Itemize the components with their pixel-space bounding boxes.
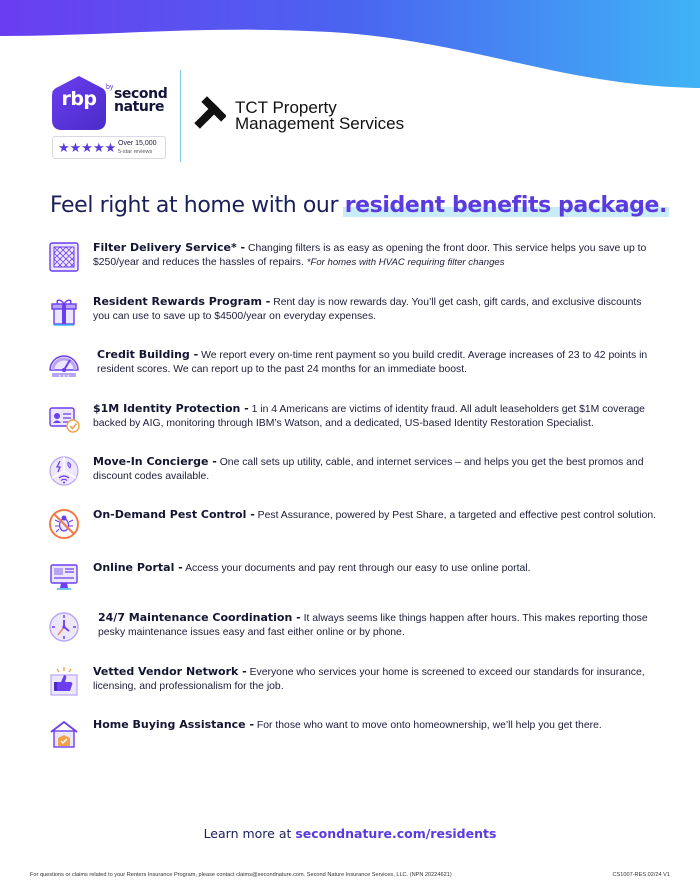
benefit-text bbox=[93, 455, 658, 484]
benefit-title: Home Buying Assistance - bbox=[93, 718, 255, 731]
no-pest-icon bbox=[48, 508, 80, 540]
company-name-line2: Management Services bbox=[235, 114, 405, 133]
benefit-text bbox=[98, 611, 658, 640]
benefit-note: *For homes with HVAC requiring filter changes bbox=[306, 257, 505, 268]
benefit-description: Changing filters is as easy as opening the front door. This service helps you save up to $250/year and reduces the hassles of repairs. bbox=[93, 243, 647, 268]
benefit-title: Move-In Concierge - bbox=[93, 455, 217, 468]
learn-more-prefix: Learn more at bbox=[203, 826, 296, 841]
benefit-title: Filter Delivery Service* - bbox=[93, 241, 246, 254]
house-icon bbox=[48, 718, 80, 750]
utilities-icon bbox=[48, 455, 80, 487]
benefit-title: Vetted Vendor Network - bbox=[93, 665, 247, 678]
page-headline bbox=[50, 193, 667, 218]
benefit-description: One call sets up utility, cable, and internet services – and helps you get the best promos and discount codes available. bbox=[93, 457, 644, 482]
logo-divider bbox=[180, 70, 181, 162]
benefit-text bbox=[93, 402, 658, 431]
tct-logo-icon bbox=[188, 96, 226, 136]
wordmark-line2: nature bbox=[114, 99, 165, 115]
svg-text:★ ★ ★: ★ ★ ★ bbox=[58, 374, 70, 378]
benefit-title: On-Demand Pest Control - bbox=[93, 508, 255, 521]
wordmark-line1: second bbox=[114, 86, 168, 102]
logo-row bbox=[50, 70, 650, 162]
benefit-title: Online Portal - bbox=[93, 561, 183, 574]
headline-highlight: resident benefits package. bbox=[344, 193, 667, 218]
benefit-text bbox=[93, 561, 658, 576]
benefit-description: We report every on-time rent payment so you build credit. Average increases of 23 to 42 points in resident scores. We can report up to the past 24 months for an immediate boost. bbox=[97, 350, 648, 375]
reviews-label: 5-star reviews bbox=[118, 149, 153, 155]
thumbs-up-icon bbox=[48, 665, 80, 697]
by-label: by bbox=[106, 84, 114, 91]
benefit-description: Everyone who services your home is screened to exceed our standards for insurance, licensing, and professionalism for the job. bbox=[93, 667, 645, 692]
benefit-description: Rent day is now rewards day. You’ll get cash, gift cards, and exclusive discounts you can use to save up to $4500/year on everyday expenses. bbox=[93, 297, 642, 322]
reviews-text bbox=[118, 140, 157, 156]
benefit-text bbox=[93, 295, 658, 324]
filter-icon bbox=[48, 241, 80, 273]
portal-monitor-icon bbox=[48, 561, 80, 593]
benefit-text bbox=[93, 241, 658, 270]
learn-more-link[interactable]: secondnature.com/residents bbox=[295, 826, 497, 841]
benefit-description: Pest Assurance, powered by Pest Share, a targeted and effective pest control solution. bbox=[254, 510, 657, 521]
credit-gauge-icon bbox=[48, 348, 80, 380]
learn-more bbox=[0, 826, 700, 841]
benefit-description: Access your documents and pay rent through our easy to use online portal. bbox=[182, 563, 531, 574]
identity-card-icon bbox=[48, 402, 80, 434]
benefit-text bbox=[93, 665, 658, 694]
clock-icon bbox=[48, 611, 80, 643]
gift-icon bbox=[48, 295, 80, 327]
benefit-text bbox=[93, 718, 658, 733]
five-stars-icon: ★★★★★ bbox=[58, 140, 117, 155]
company-name bbox=[235, 100, 404, 132]
rbp-mark: rbp bbox=[61, 88, 97, 110]
benefit-title: 24/7 Maintenance Coordination - bbox=[98, 611, 301, 624]
benefit-description: It always seems like things happen after hours. This makes reporting those pesky maintenance issues easy and fast either online or by phone. bbox=[98, 613, 648, 638]
reviews-badge bbox=[52, 136, 166, 159]
company-name-line1: TCT Property bbox=[235, 98, 337, 117]
benefit-title: Resident Rewards Program - bbox=[93, 295, 271, 308]
benefit-description: For those who want to move onto homeownership, we’ll help you get there. bbox=[254, 720, 602, 731]
reviews-count: Over 15,000 bbox=[118, 140, 157, 147]
footer-disclaimer: For questions or claims related to your Renters Insurance Program, please contact claims@secondnature.com. Second Nature Insurance Services, LLC. (NPN 20224621) bbox=[30, 872, 452, 878]
second-nature-wordmark bbox=[114, 88, 167, 114]
benefit-title: Credit Building - bbox=[97, 348, 199, 361]
benefit-text bbox=[93, 508, 658, 523]
benefit-title: $1M Identity Protection - bbox=[93, 402, 249, 415]
benefit-text bbox=[97, 348, 658, 377]
headline-prefix: Feel right at home with our bbox=[50, 193, 345, 218]
document-code: CS1007-RES 02/24 V1 bbox=[612, 872, 670, 878]
benefit-description: 1 in 4 Americans are victims of identity fraud. All adult leaseholders get $1M coverage backed by AIG, monitoring through IBM’s Watson, and a dedicated, US-based Identity Restoration Specialist. bbox=[93, 404, 645, 429]
